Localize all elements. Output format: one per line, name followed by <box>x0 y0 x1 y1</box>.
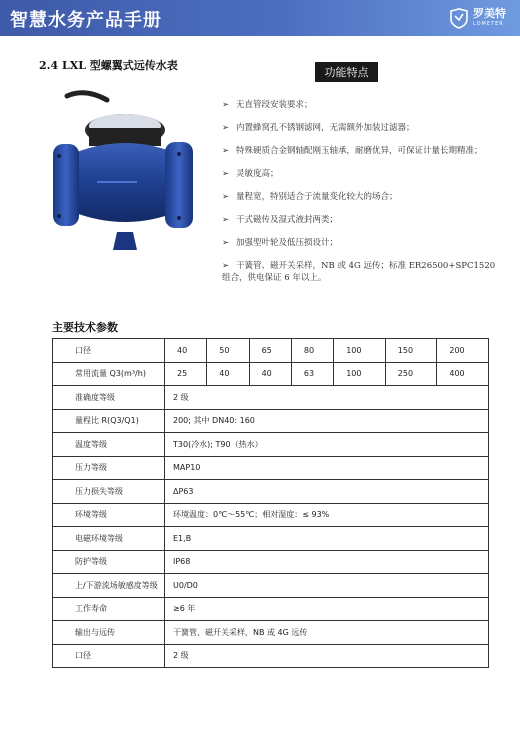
feature-item: ➢ 无直管段安装要求； <box>222 100 313 110</box>
spec-value: 63 <box>291 362 333 386</box>
spec-value: 40 <box>207 362 249 386</box>
spec-value: 200; 其中 DN40: 160 <box>165 409 489 433</box>
spec-label: 温度等级 <box>53 433 165 457</box>
spec-value: 150 <box>385 339 437 363</box>
table-row <box>53 362 489 386</box>
brand-logo <box>448 7 506 29</box>
spec-value: 100 <box>334 362 386 386</box>
spec-label: 环境等级 <box>53 503 165 527</box>
spec-value: 65 <box>249 339 291 363</box>
arrow-icon: ➢ <box>222 169 230 179</box>
spec-label: 压力损失等级 <box>53 480 165 504</box>
spec-label: 工作寿命 <box>53 597 165 621</box>
features-badge: 功能特点 <box>315 62 378 82</box>
spec-label: 防护等级 <box>53 550 165 574</box>
table-row <box>53 621 489 645</box>
feature-item: ➢ 特殊硬质合金钢轴配刚玉轴承，耐磨优异，可保证计量长期精准； <box>222 146 483 156</box>
table-row <box>53 503 489 527</box>
feature-item: ➢ 加强型叶轮及低压损设计； <box>222 238 339 248</box>
spec-value: 25 <box>165 362 207 386</box>
table-row <box>53 456 489 480</box>
spec-value: 80 <box>291 339 333 363</box>
feature-item: ➢ 灵敏度高； <box>222 169 279 179</box>
spec-value: 2 级 <box>165 644 489 668</box>
spec-label: 常用流量 Q3(m³/h) <box>53 362 165 386</box>
brand-name: 罗美特 <box>473 7 506 20</box>
spec-label: 准确度等级 <box>53 386 165 410</box>
arrow-icon: ➢ <box>222 238 230 248</box>
arrow-icon: ➢ <box>222 215 230 225</box>
feature-item: ➢ 量程宽，特别适合于流量变化较大的场合； <box>222 192 398 202</box>
spec-value: ≥6 年 <box>165 597 489 621</box>
arrow-icon: ➢ <box>222 100 230 110</box>
feature-item: ➢ 干式磁传及湿式液封两类； <box>222 215 339 225</box>
arrow-icon: ➢ <box>222 261 230 271</box>
table-row <box>53 644 489 668</box>
table-row <box>53 386 489 410</box>
feature-item: ➢ 干簧管、磁开关采样，NB 或 4G 远传；标准 ER26500+SPC1520 组合，供电保证 6 年以上。 <box>222 261 496 283</box>
arrow-icon: ➢ <box>222 146 230 156</box>
spec-label: 口径 <box>53 339 165 363</box>
spec-value: 100 <box>334 339 386 363</box>
spec-label: 口径 <box>53 644 165 668</box>
spec-value: 40 <box>165 339 207 363</box>
spec-value: 200 <box>437 339 489 363</box>
arrow-icon: ➢ <box>222 192 230 202</box>
table-row <box>53 480 489 504</box>
table-row <box>53 574 489 598</box>
spec-value: 40 <box>249 362 291 386</box>
brand-logo-icon <box>448 7 470 29</box>
spec-label: 输出与远传 <box>53 621 165 645</box>
spec-label: 上/下游流场敏感度等级 <box>53 574 165 598</box>
spec-value: T30(冷水); T90（热水） <box>165 433 489 457</box>
spec-label: 量程比 R(Q3/Q1) <box>53 409 165 433</box>
product-title: 2.4 LXL 型螺翼式远传水表 <box>39 59 178 72</box>
spec-value: 干簧管、磁开关采样，NB 或 4G 远传 <box>165 621 489 645</box>
spec-value: E1,B <box>165 527 489 551</box>
manual-title: 智慧水务产品手册 <box>10 10 162 31</box>
spec-value: 环境温度：0℃～55℃；相对湿度：≤ 93% <box>165 503 489 527</box>
table-row <box>53 339 489 363</box>
spec-value: 250 <box>385 362 437 386</box>
table-row <box>53 597 489 621</box>
spec-table <box>52 338 489 668</box>
feature-list <box>222 99 500 295</box>
spec-value: 2 级 <box>165 386 489 410</box>
spec-section-title: 主要技术参数 <box>52 321 118 334</box>
spec-label: 压力等级 <box>53 456 165 480</box>
spec-value: MAP10 <box>165 456 489 480</box>
table-row <box>53 527 489 551</box>
spec-value: IP68 <box>165 550 489 574</box>
spec-label: 电磁环境等级 <box>53 527 165 551</box>
table-row <box>53 433 489 457</box>
table-row <box>53 550 489 574</box>
feature-item: ➢ 内置蜂窝孔不锈钢滤网，无需额外加装过滤器； <box>222 123 415 133</box>
spec-value: 50 <box>207 339 249 363</box>
table-row <box>53 409 489 433</box>
spec-value: ΔP63 <box>165 480 489 504</box>
brand-subtitle: LOMETER <box>473 21 504 27</box>
arrow-icon: ➢ <box>222 123 230 133</box>
spec-value: U0/D0 <box>165 574 489 598</box>
water-meter-image <box>37 82 205 260</box>
header-banner <box>0 0 520 36</box>
spec-value: 400 <box>437 362 489 386</box>
